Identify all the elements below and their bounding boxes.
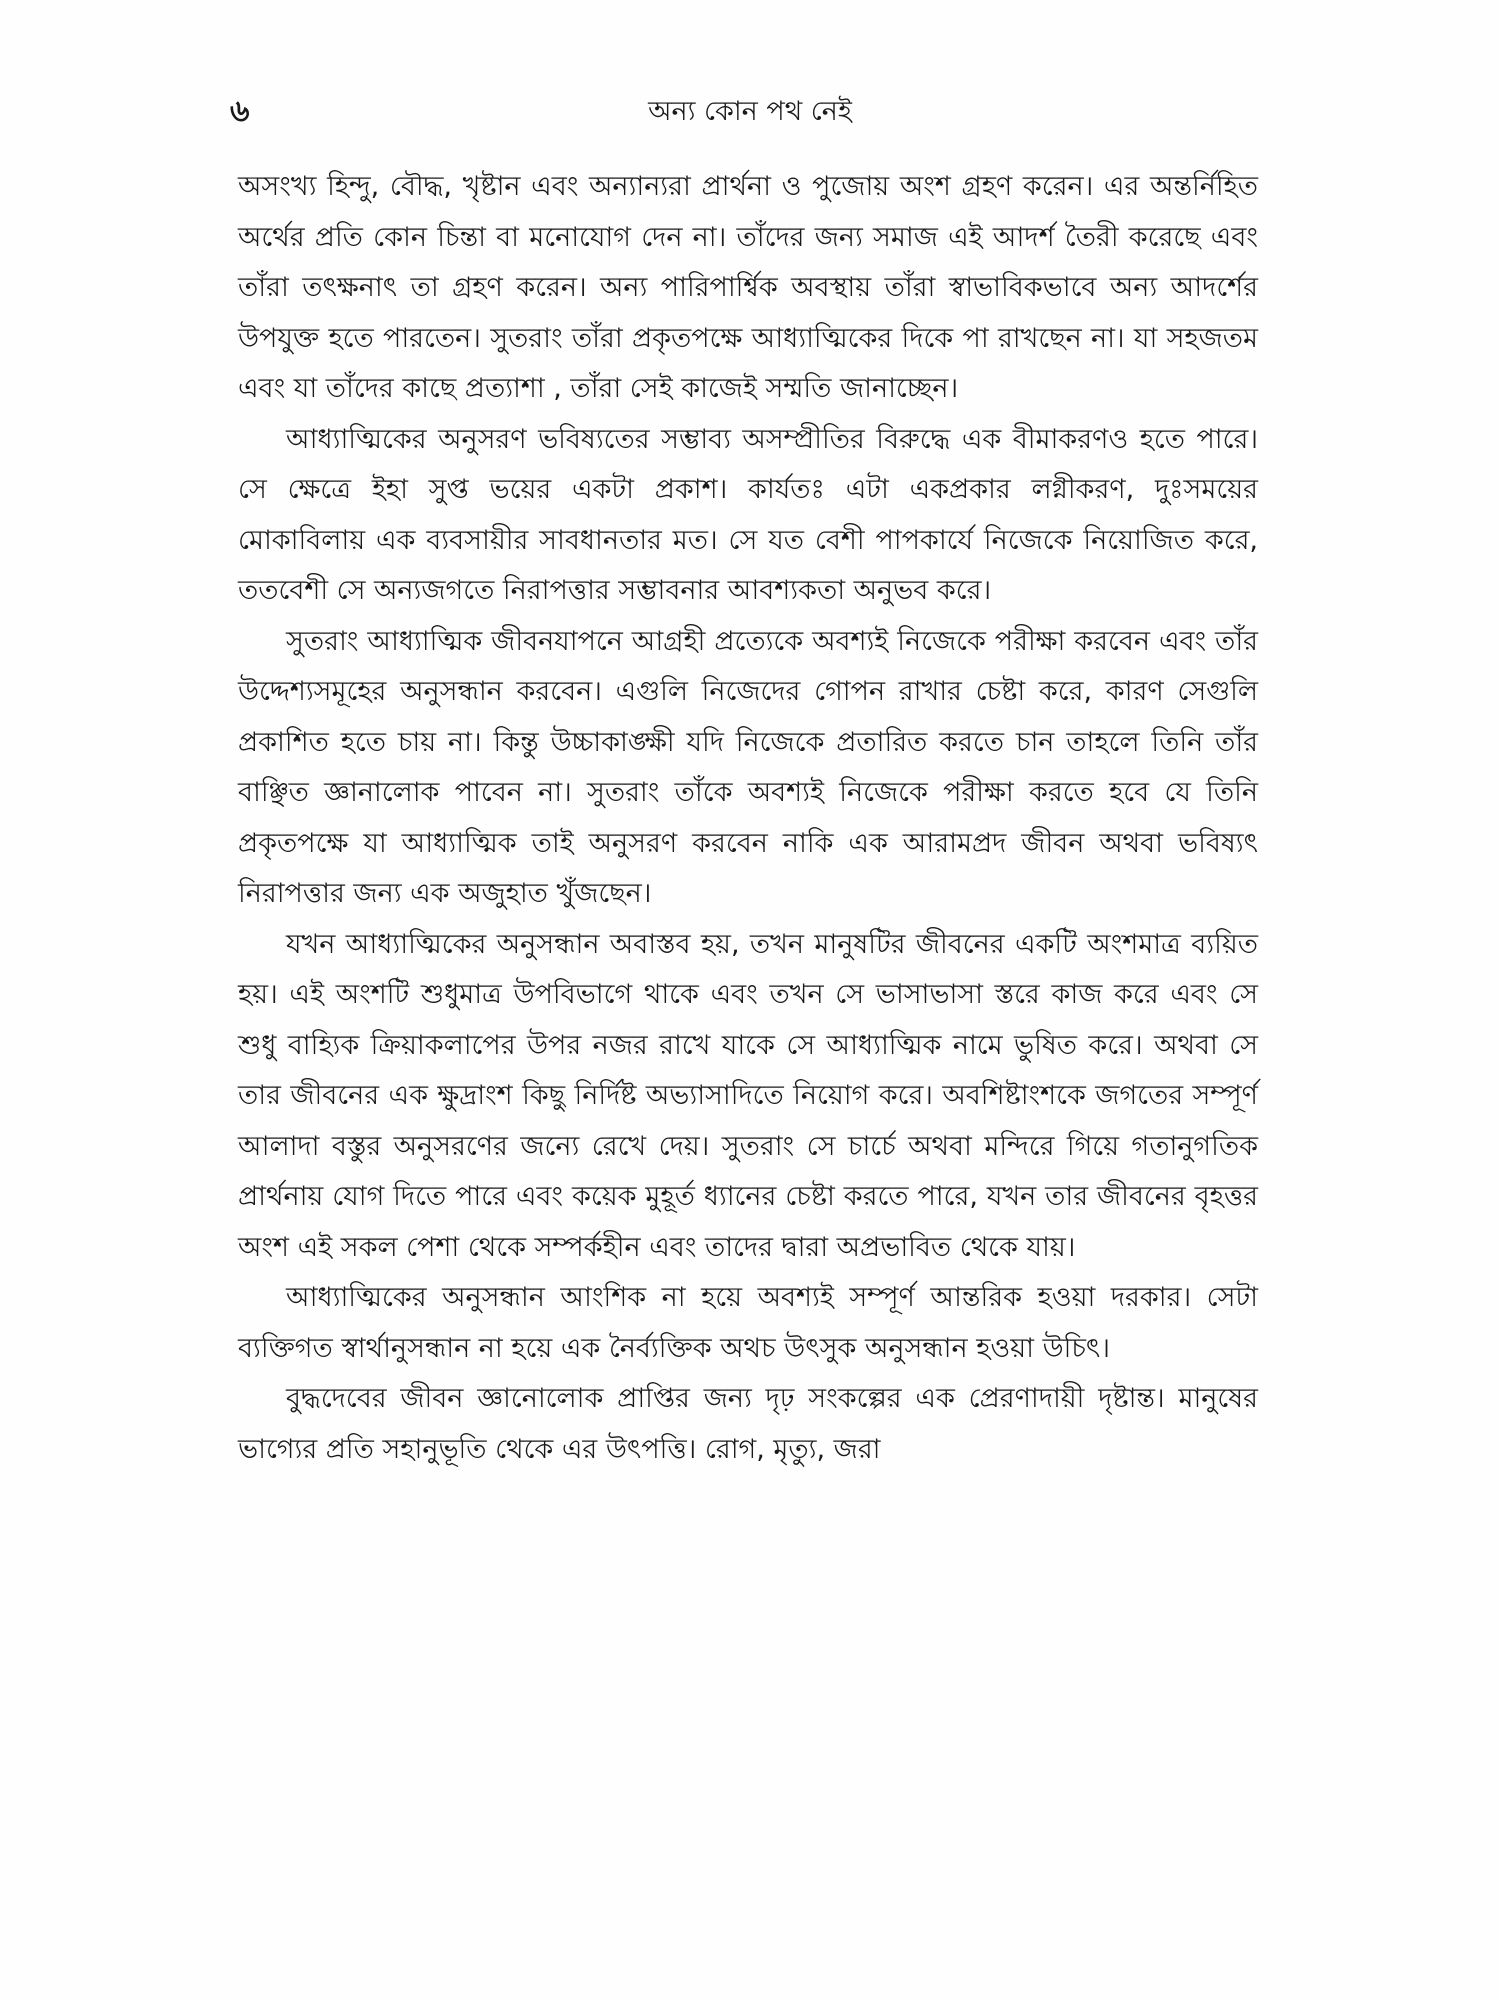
running-head [230,92,1270,132]
page-number: ৬ [230,94,250,129]
running-title: অন্য কোন পথ নেই [648,96,852,127]
paragraph-1: অসংখ্য হিন্দু, বৌদ্ধ, খৃষ্টান এবং অন্যান্যরা প্রার্থনা ও পুজোয় অংশ গ্রহণ করেন। এর অন্তর্নিহিত অর্থের প্রতি কোন চিন্তা বা মনোযোগ দেন না। তাঁদের জন্য সমাজ এই আদর্শ তৈরী করেছে এবং তাঁরা তৎক্ষনাৎ তা গ্রহণ করেন। অন্য পারিপার্শ্বিক অবস্থায় তাঁরা স্বাভাবিকভাবে অন্য আদর্শের উপযুক্ত হতে পারতেন। সুতরাং তাঁরা প্রকৃতপক্ষে আধ্যাত্মিকের দিকে পা রাখছেন না। যা সহজতম এবং যা তাঁদের কাছে প্রত্যাশা , তাঁরা সেই কাজেই সম্মতি জানাচ্ছেন। [238,171,1258,404]
paragraph-5: আধ্যাত্মিকের অনুসন্ধান আংশিক না হয়ে অবশ্যই সম্পূর্ণ আন্তরিক হওয়া দরকার। সেটা ব্যক্তিগত স্বার্থানুসন্ধান না হয়ে এক নৈর্ব্যক্তিক অথচ উৎসুক অনুসন্ধান হওয়া উচিৎ। [238,1282,1258,1364]
paragraph-2: আধ্যাত্মিকের অনুসরণ ভবিষ্যতের সম্ভাব্য অসম্প্রীতির বিরুদ্ধে এক বীমাকরণও হতে পারে। সে ক্ষেত্রে ইহা সুপ্ত ভয়ের একটা প্রকাশ। কার্যতঃ এটা একপ্রকার লগ্নীকরণ, দুঃসময়ের মোকাবিলায় এক ব্যবসায়ীর সাবধানতার মত। সে যত বেশী পাপকার্যে নিজেকে নিয়োজিত করে, ততবেশী সে অন্যজগতে নিরাপত্তার সম্ভাবনার আবশ্যকতা অনুভব করে। [238,423,1258,606]
paragraph-4: যখন আধ্যাত্মিকের অনুসন্ধান অবাস্তব হয়, তখন মানুষটির জীবনের একটি অংশমাত্র ব্যয়িত হয়। এই অংশটি শুধুমাত্র উপবিভাগে থাকে এবং তখন সে ভাসাভাসা স্তরে কাজ করে এবং সে শুধু বাহ্যিক ক্রিয়াকলাপের উপর নজর রাখে যাকে সে আধ্যাত্মিক নামে ভুষিত করে। অথবা সে তার জীবনের এক ক্ষুদ্রাংশ কিছু নির্দিষ্ট অভ্যাসাদিতে নিয়োগ করে। অবশিষ্টাংশকে জগতের সম্পূর্ণ আলাদা বস্তুর অনুসরণের জন্যে রেখে দেয়। সুতরাং সে চার্চে অথবা মন্দিরে গিয়ে গতানুগতিক প্রার্থনায় যোগ দিতে পারে এবং কয়েক মুহূর্ত ধ্যানের চেষ্টা করতে পারে, যখন তার জীবনের বৃহত্তর অংশ এই সকল পেশা থেকে সম্পর্কহীন এবং তাদের দ্বারা অপ্রভাবিত থেকে যায়। [238,928,1258,1263]
body-text [238,162,1258,1475]
paragraph-6: বুদ্ধদেবের জীবন জ্ঞানোলোক প্রাপ্তির জন্য দৃঢ় সংকল্পের এক প্রেরণাদায়ী দৃষ্টান্ত। মানুষের ভাগ্যের প্রতি সহানুভূতি থেকে এর উৎপত্তি। রোগ, মৃত্যু, জরা [238,1383,1258,1465]
paragraph-3: সুতরাং আধ্যাত্মিক জীবনযাপনে আগ্রহী প্রত্যেকে অবশ্যই নিজেকে পরীক্ষা করবেন এবং তাঁর উদ্দেশ্যসমূহের অনুসন্ধান করবেন। এগুলি নিজেদের গোপন রাখার চেষ্টা করে, কারণ সেগুলি প্রকাশিত হতে চায় না। কিন্তু উচ্চাকাঙ্ক্ষী যদি নিজেকে প্রতারিত করতে চান তাহলে তিনি তাঁর বাঞ্ছিত জ্ঞানালোক পাবেন না। সুতরাং তাঁকে অবশ্যই নিজেকে পরীক্ষা করতে হবে যে তিনি প্রকৃতপক্ষে যা আধ্যাত্মিক তাই অনুসরণ করবেন নাকি এক আরামপ্রদ জীবন অথবা ভবিষ্যৎ নিরাপত্তার জন্য এক অজুহাত খুঁজছেন। [238,625,1258,909]
